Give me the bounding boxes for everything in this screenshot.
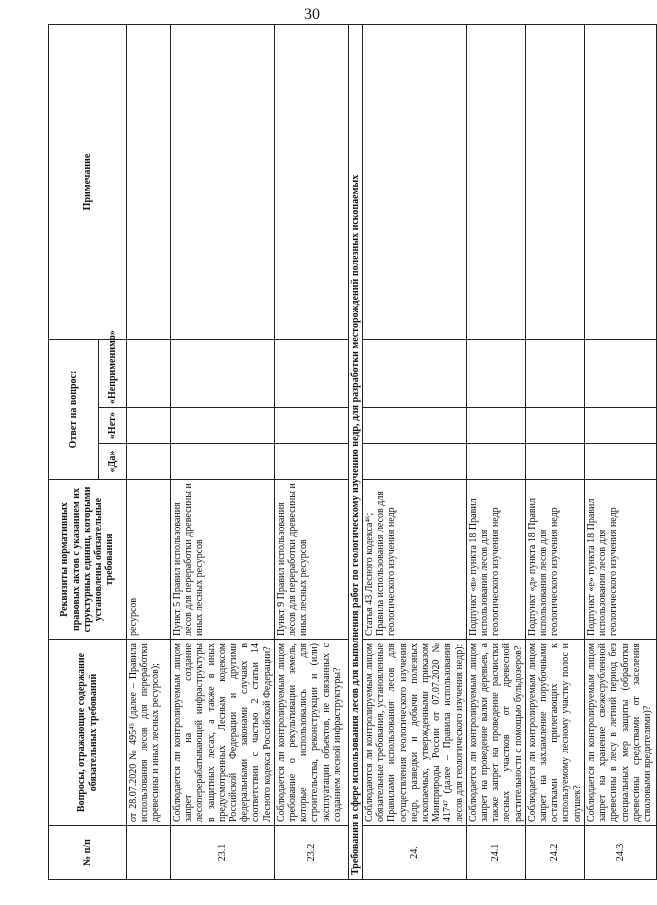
row-requisites: Пункт 9 Правил использования лесов для переработки древесины и иных лесных ресурсов xyxy=(274,480,348,640)
row-requisites: Подпункт «в» пункта 18 Правил использования лесов для геологического изучения недр xyxy=(466,480,525,640)
row-question: Соблюдается ли контролируемым лицом запрет на создание лесоперерабатывающей инфраструктуры в защитных лесах, а также в иных предусмотренных Лесным кодексом Российской Федерации и другими федеральными законами случаях в соответствии с частью 2 статьи 14 Лесного кодекса Российской Федерации? xyxy=(171,640,275,826)
row-number xyxy=(127,826,171,880)
row-number: 24.1 xyxy=(466,826,525,880)
answer-na-cell[interactable] xyxy=(363,339,467,407)
note-cell[interactable] xyxy=(584,24,656,339)
table-row xyxy=(171,24,275,879)
note-cell[interactable] xyxy=(466,24,525,339)
answer-na-cell[interactable] xyxy=(171,339,275,407)
answer-na-cell[interactable] xyxy=(466,339,525,407)
header-question: Вопросы, отражающие содержание обязательных требований xyxy=(49,640,127,826)
answer-no-cell[interactable] xyxy=(127,408,171,444)
table-row xyxy=(274,24,348,879)
row-requisites: Пункт 5 Правил использования лесов для переработки древесины и иных лесных ресурсов xyxy=(171,480,275,640)
row-requisites: ресурсов xyxy=(127,480,171,640)
page-number: 30 xyxy=(304,6,320,23)
header-note: Примечание xyxy=(49,24,127,339)
answer-yes-cell[interactable] xyxy=(274,444,348,480)
answer-no-cell[interactable] xyxy=(363,408,467,444)
answer-yes-cell[interactable] xyxy=(363,444,467,480)
section-row xyxy=(348,24,362,879)
answer-na-cell[interactable] xyxy=(525,339,584,407)
table-row xyxy=(466,24,525,879)
answer-no-cell[interactable] xyxy=(525,408,584,444)
answer-yes-cell[interactable] xyxy=(584,444,656,480)
answer-na-cell[interactable] xyxy=(584,339,656,407)
row-question: от 28.07.2020 № 495⁴⁵ (далее – Правила использования лесов для переработки древесины и иных лесных ресурсов); xyxy=(127,640,171,826)
row-requisites: Статья 43 Лесного кодекса⁴⁶; Правила использования лесов для геологического изучения недр xyxy=(363,480,467,640)
header-yes: «Да» xyxy=(99,444,127,480)
answer-no-cell[interactable] xyxy=(584,408,656,444)
section-heading: Требования в сфере использования лесов для выполнения работ по геологическому изучению недр, для разработки месторождений полезных ископаемых xyxy=(348,24,362,879)
answer-yes-cell[interactable] xyxy=(171,444,275,480)
note-cell[interactable] xyxy=(525,24,584,339)
note-cell[interactable] xyxy=(363,24,467,339)
answer-no-cell[interactable] xyxy=(466,408,525,444)
answer-yes-cell[interactable] xyxy=(466,444,525,480)
header-requisites: Реквизиты нормативных правовых актов с указанием их структурных единиц, которыми установлены обязательные требования xyxy=(49,480,127,640)
answer-yes-cell[interactable] xyxy=(127,444,171,480)
row-requisites: Подпункт «е» пункта 18 Правил использования лесов для геологического изучения недр xyxy=(584,480,656,640)
note-cell[interactable] xyxy=(127,24,171,339)
answer-no-cell[interactable] xyxy=(171,408,275,444)
note-cell[interactable] xyxy=(171,24,275,339)
row-number: 24.3 xyxy=(584,826,656,880)
row-number: 24. xyxy=(363,826,467,880)
row-question: Соблюдается ли контролируемым лицом запрет на проведение валки деревьев, а также запрет на проведение расчистки лесных участков от древесной растительности с помощью бульдозеров? xyxy=(466,640,525,826)
row-question: Соблюдается ли контролируемым лицом запрет на хранение свежесрубленной древесины в лесу в летний период без специальных мер защиты (обработки древесины средствами от заселения стволовыми вредителями)? xyxy=(584,640,656,826)
answer-yes-cell[interactable] xyxy=(525,444,584,480)
row-requisites: Подпункт «д» пункта 18 Правил использования лесов для геологического изучения недр xyxy=(525,480,584,640)
row-number: 23.2 xyxy=(274,826,348,880)
table-row xyxy=(127,24,171,879)
answer-na-cell[interactable] xyxy=(127,339,171,407)
checklist-table xyxy=(48,24,657,880)
row-number: 23.1 xyxy=(171,826,275,880)
row-question: Соблюдается ли контролируемым лицом запрет на захламление порубочными остатками прилегающих к используемому лесному участку полос и опушек? xyxy=(525,640,584,826)
row-question: Соблюдается ли контролируемым лицом требование о рекультивации земель, которые использовались для строительства, реконструкции и (или) эксплуатации объектов, не связанных с созданием лесной инфраструктуры? xyxy=(274,640,348,826)
row-number: 24.2 xyxy=(525,826,584,880)
answer-na-cell[interactable] xyxy=(274,339,348,407)
header-answer-group: Ответ на вопрос: xyxy=(49,339,99,479)
table-row xyxy=(525,24,584,879)
header-na: «Неприменимо» xyxy=(99,339,127,407)
answer-no-cell[interactable] xyxy=(274,408,348,444)
table-row xyxy=(584,24,656,879)
row-question: Соблюдаются ли контролируемым лицом обязательные требования, установленные Правилами использования лесов для осуществления геологического изучения недр, разведки и добычи полезных ископаемых, утвержденными приказом Минприроды России от 07.07.2020 № 417⁴⁷ (далее – Правила использования лесов для геологического изучения недр): xyxy=(363,640,467,826)
header-no: «Нет» xyxy=(99,408,127,444)
rotated-table-container xyxy=(48,25,653,880)
header-num: № п/п xyxy=(49,826,127,880)
table-row xyxy=(363,24,467,879)
note-cell[interactable] xyxy=(274,24,348,339)
